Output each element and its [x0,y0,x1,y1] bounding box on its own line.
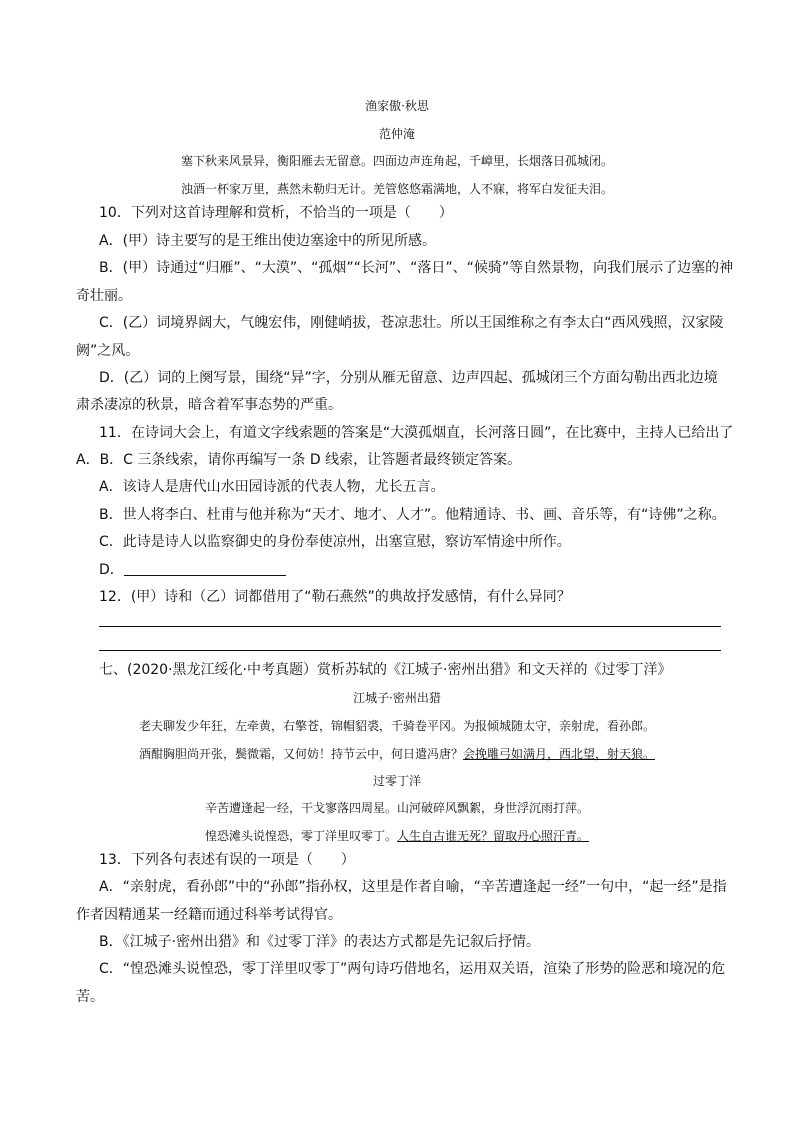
poem3-line2-plain: 惶恐滩头说惶恐，零丁洋里叹零丁。 [204,829,397,843]
q13-option-a-line1: A．“亲射虎，看孙郎”中的“孙郎”指孙权，这里是作者自喻，“辛苦遭逢起一经”一句中，“起一经”是指 [99,879,727,895]
section7-heading: 七、(2020·黑龙江绥化·中考真题）赏析苏轼的《江城子·密州出猎》和文天祥的《过零丁洋》 [99,662,672,678]
q10-option-c-line1: C．(乙）词境界阔大，气魄宏伟，刚健峭拔，苍凉悲壮。所以王国维称之有李太白“西风残照，汉家陵 [99,315,724,331]
q12-stem: 12．(甲）诗和（乙）词都借用了“勒石燕然”的典故抒发感情，有什么异同？ [99,589,571,605]
poem3-line2-underlined: 人生自古谁无死？留取丹心照汗青。 [397,829,590,843]
poem2-line2-underlined: 会挽雕弓如满月，西北望，射天狼。 [463,747,656,761]
poem1-author: 范仲淹 [378,127,415,141]
q10-option-a: A．(甲）诗主要写的是王维出使边塞途中的所见所感。 [99,233,437,249]
q10-option-d-line1: D．(乙）词的上阕写景，围绕“异”字，分别从雁无留意、边声四起、孤城闭三个方面勾勒出西北边境 [99,370,718,386]
q13-option-a-line2: 作者因精通某一经籍而通过科举考试得官。 [76,907,342,923]
q13-option-c-line2: 苦。 [76,989,104,1005]
q10-option-b-line1: B．(甲）诗通过“归雁”、“大漠”、“孤烟”“长河”、“落日”、“候骑”等自然景物，向我们展示了边塞的神 [99,260,734,276]
poem3-line1: 辛苦遭逢起一经，干戈寥落四周星。山河破碎风飘絮，身世浮沉雨打萍。 [204,801,589,815]
q11-stem-line1: 11．在诗词大会上，有道文字线索题的答案是“大漠孤烟直，长河落日圆”，在比赛中，主持人已给出了 [99,425,734,441]
q13-stem: 13．下列各句表述有误的一项是（ ） [99,852,355,868]
q10-option-c-line2: 阙”之风。 [76,343,140,359]
poem1-line1: 塞下秋来风景异，衡阳雁去无留意。四面边声连角起，千嶂里，长烟落日孤城闭。 [180,154,613,168]
poem3-line2 [0,827,794,844]
q11-answer-blank[interactable] [124,575,286,576]
q11-option-c: C．此诗是诗人以监察御史的身份奉使凉州，出塞宣慰，察访军情途中所作。 [99,534,571,550]
poem2-title: 江城子·密州出猎 [353,691,441,705]
poem1-title: 渔家傲·秋思 [365,99,429,113]
q13-option-c-line1: C．“惶恐滩头说惶恐，零丁洋里叹零丁”两句诗巧借地名，运用双关语，渲染了形势的险恶和境况的危 [99,961,726,977]
poem1-line2: 浊酒一杯家万里，燕然未勒归无计。羌管悠悠霜满地，人不寐，将军白发征夫泪。 [180,182,613,196]
poem3-title: 过零丁洋 [372,774,421,788]
q10-option-b-line2: 奇壮丽。 [76,288,132,304]
q11-option-a: A．该诗人是唐代山水田园诗派的代表人物，尤长五言。 [99,479,445,495]
q11-option-d-label: D． [99,562,124,578]
poem2-line2-plain: 酒酣胸胆尚开张，鬓微霜，又何妨！持节云中，何日遣冯唐？ [138,747,463,761]
q12-answer-line-1[interactable] [99,626,721,627]
q12-answer-line-2[interactable] [99,650,721,651]
poem2-line2 [0,745,794,762]
q13-option-b: B．《江城子·密州出猎》和《过零丁洋》的表达方式都是先记叙后抒情。 [99,934,541,950]
poem2-line1: 老夫聊发少年狂，左牵黄，右擎苍，锦帽貂裘，千骑卷平冈。为报倾城随太守，亲射虎，看孙郎。 [138,719,655,733]
q10-stem: 10．下列对这首诗理解和赏析，不恰当的一项是（ ） [99,205,453,221]
q11-stem-line2: A．B．C 三条线索，请你再编写一条 D 线索，让答题者最终锁定答案。 [76,452,522,468]
q10-option-d-line2: 肃杀凄凉的秋景，暗含着军事态势的严重。 [76,397,342,413]
q11-option-b: B．世人将李白、杜甫与他并称为“天才、地才、人才”。他精通诗、书、画、音乐等，有“诗佛”之称。 [99,507,726,523]
